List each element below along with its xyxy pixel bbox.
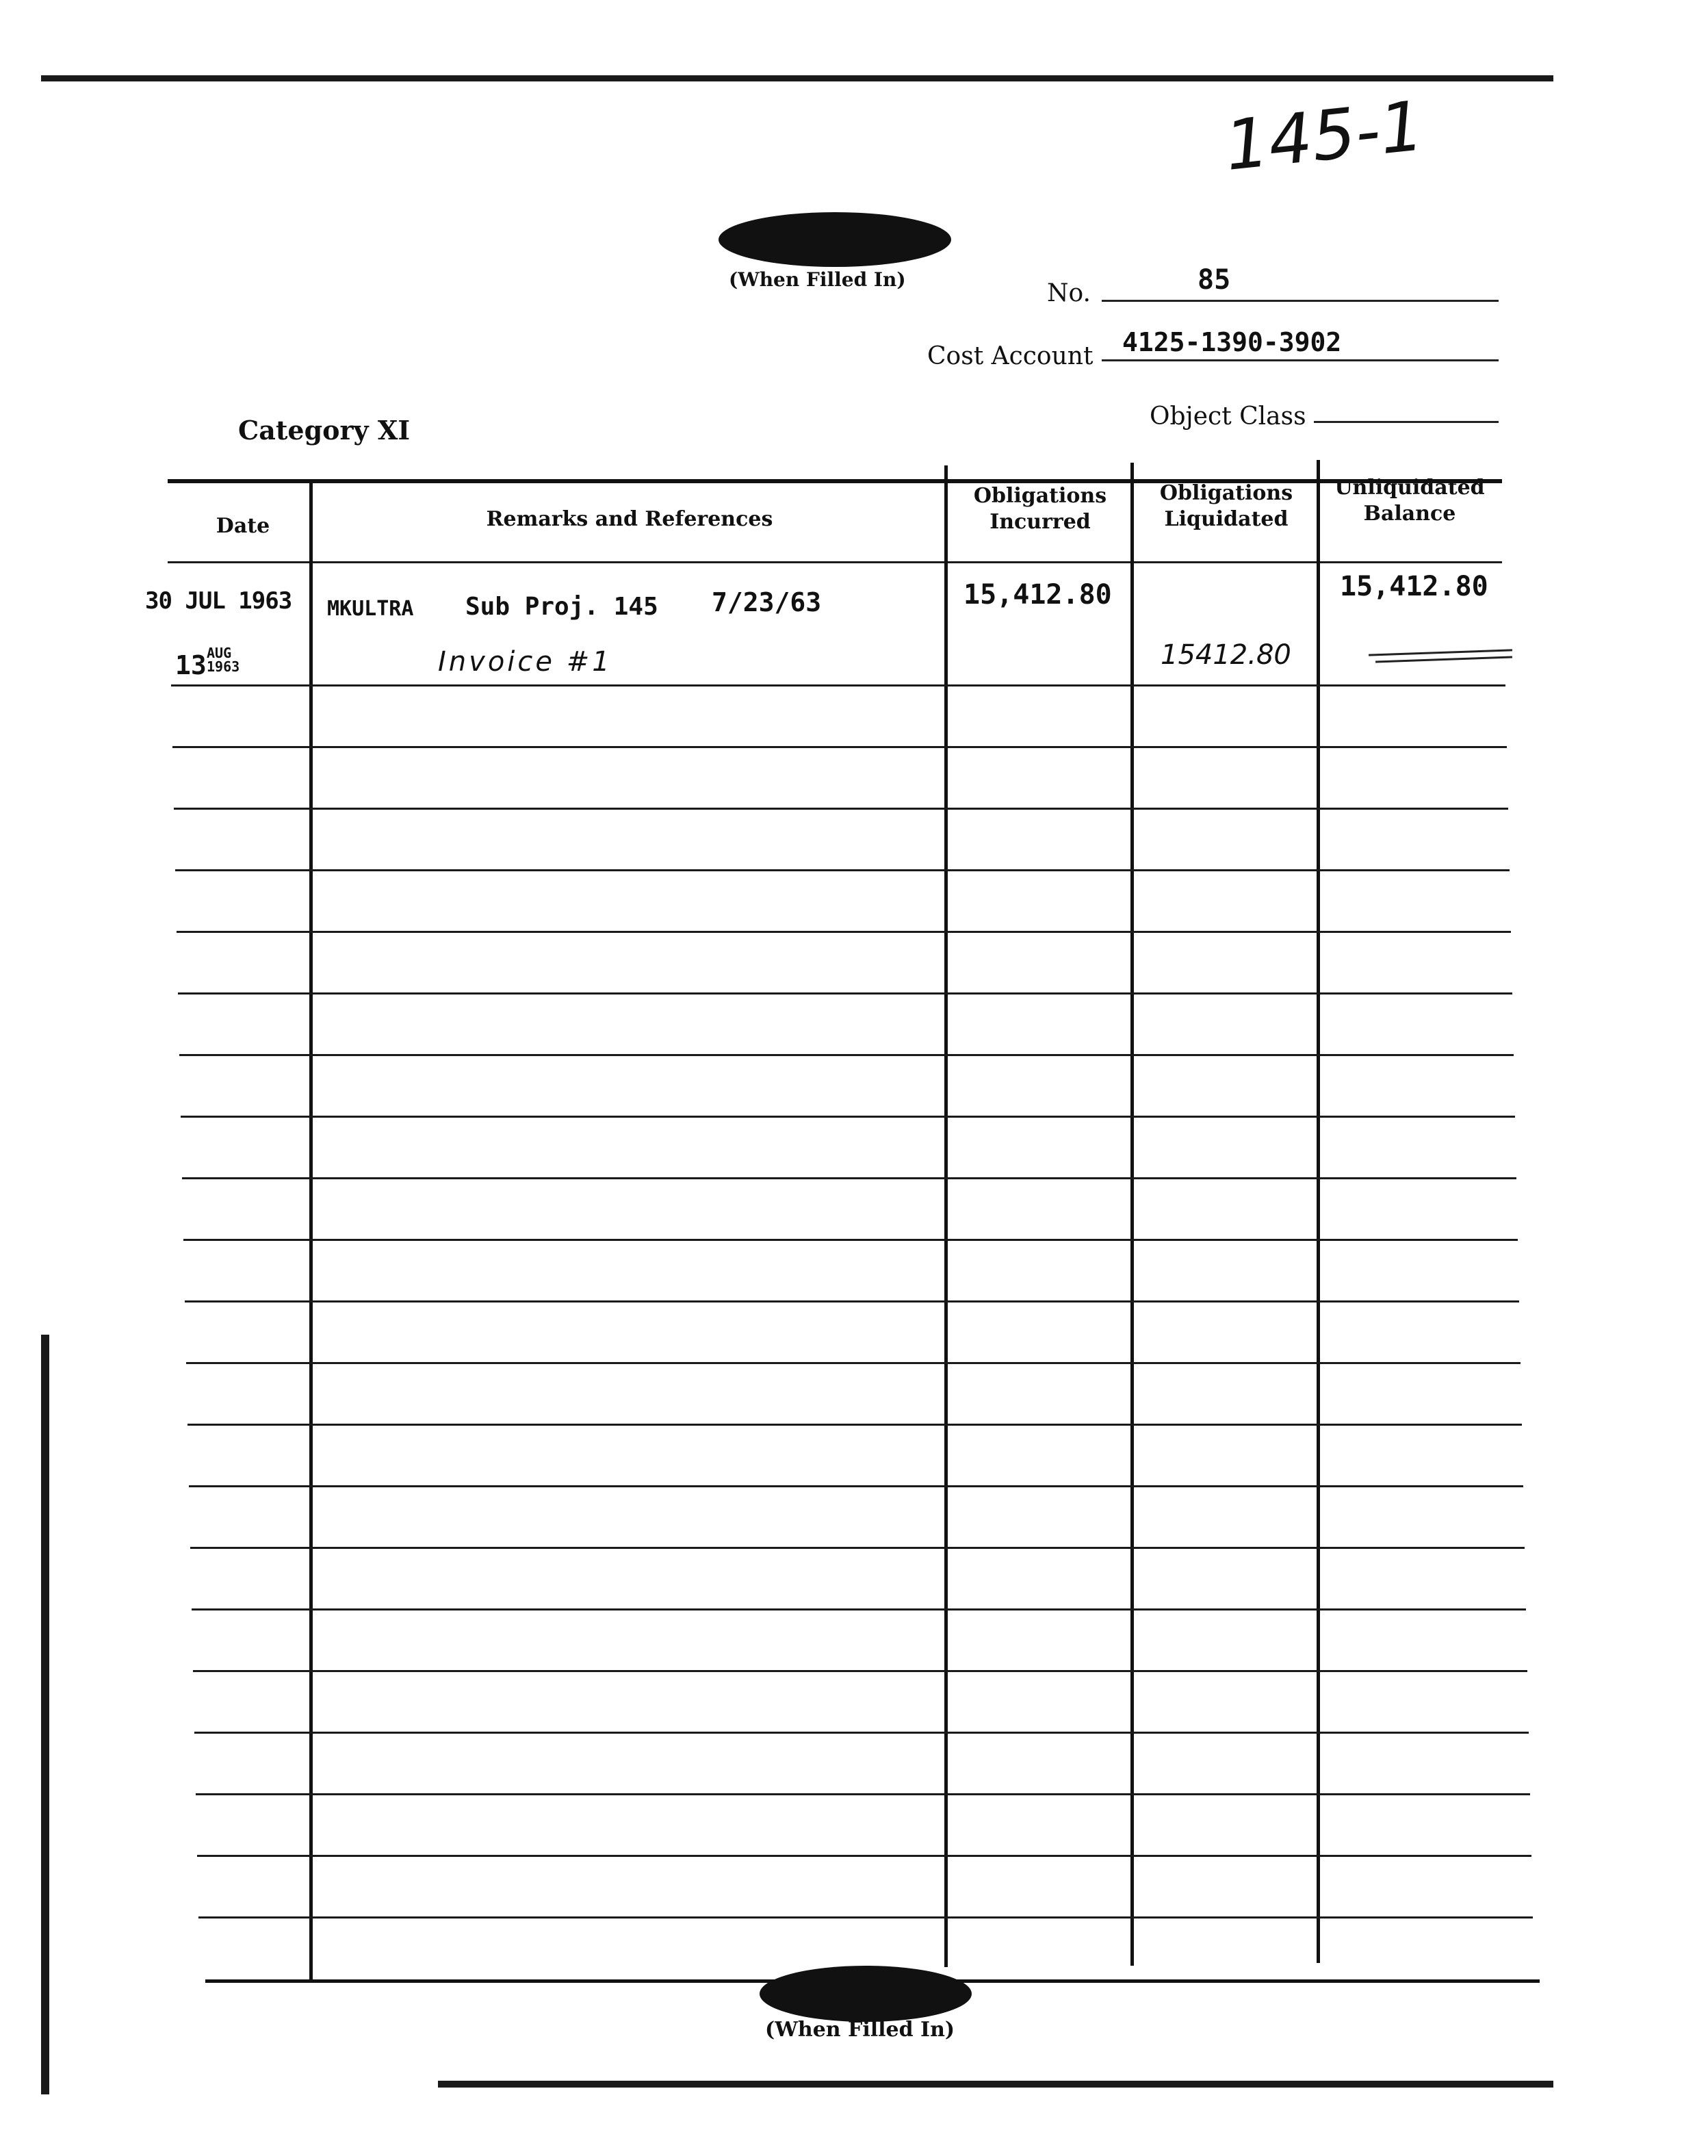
no-value: 85 [1198,264,1231,296]
row2-date-day: 13 [175,650,207,680]
row-rule [189,1485,1523,1487]
row-rule [192,1608,1526,1610]
col-header-remarks: Remarks and References [486,507,773,531]
row1-remarks-date: 7/23/63 [712,587,822,617]
row-rule [183,1239,1518,1241]
row-rule [194,1732,1529,1734]
row-rule [193,1670,1527,1672]
row-rule [172,746,1507,748]
row-rule [198,1916,1533,1918]
row-rule [190,1547,1525,1549]
row-rule [186,1362,1521,1364]
row-rule [185,1300,1519,1302]
col-header-obligations-incurred: Obligations Incurred [973,484,1107,534]
col-header-date: Date [216,514,270,538]
row1-date: 30 JUL 1963 [145,587,292,615]
cost-account-label: Cost Account [927,342,1094,370]
row1-remarks-subproject: Sub Proj. 145 [465,593,658,621]
row-rule [187,1424,1522,1426]
row2-obligations-liquidated: 15412.80 [1161,639,1291,671]
object-class-label: Object Class [1150,402,1306,431]
redaction-bottom [760,1966,972,2022]
row1-obligations-incurred: 15,412.80 [963,579,1112,611]
category-label: Category XI [238,415,411,446]
when-filled-in-bottom: (When Filled In) [765,2018,955,2042]
col-header-obligations-liquidated: Obligations Liquidated [1159,481,1293,531]
cost-account-value: 4125-1390-3902 [1122,327,1342,357]
row1-unliquidated-balance: 15,412.80 [1340,571,1488,602]
col-divider-1 [309,479,313,1979]
row2-remarks: Invoice #1 [438,646,612,678]
row-rule [177,931,1511,933]
row2-date-year: 1963 [207,658,240,675]
row-rule [179,1054,1514,1056]
row-rule [181,1116,1515,1118]
when-filled-in-top: (When Filled In) [729,268,906,291]
row-rule [178,992,1512,994]
row-rule [182,1177,1516,1179]
row-rule [197,1855,1531,1857]
header-bottom-rule [168,561,1502,563]
no-label: No. [1047,279,1091,307]
col-header-unliquidated-balance: Unliquidated Balance [1334,476,1485,526]
row-rule [171,684,1505,686]
col-divider-3 [1130,463,1134,1966]
col-divider-2 [944,465,948,1967]
row1-remarks-project: MKULTRA [327,597,414,621]
row-rule [196,1793,1530,1795]
page-mark: 145-1 [1221,86,1427,186]
row-rule [175,869,1510,871]
row2-date-month: AUG [207,645,232,661]
row-rule [174,808,1508,810]
